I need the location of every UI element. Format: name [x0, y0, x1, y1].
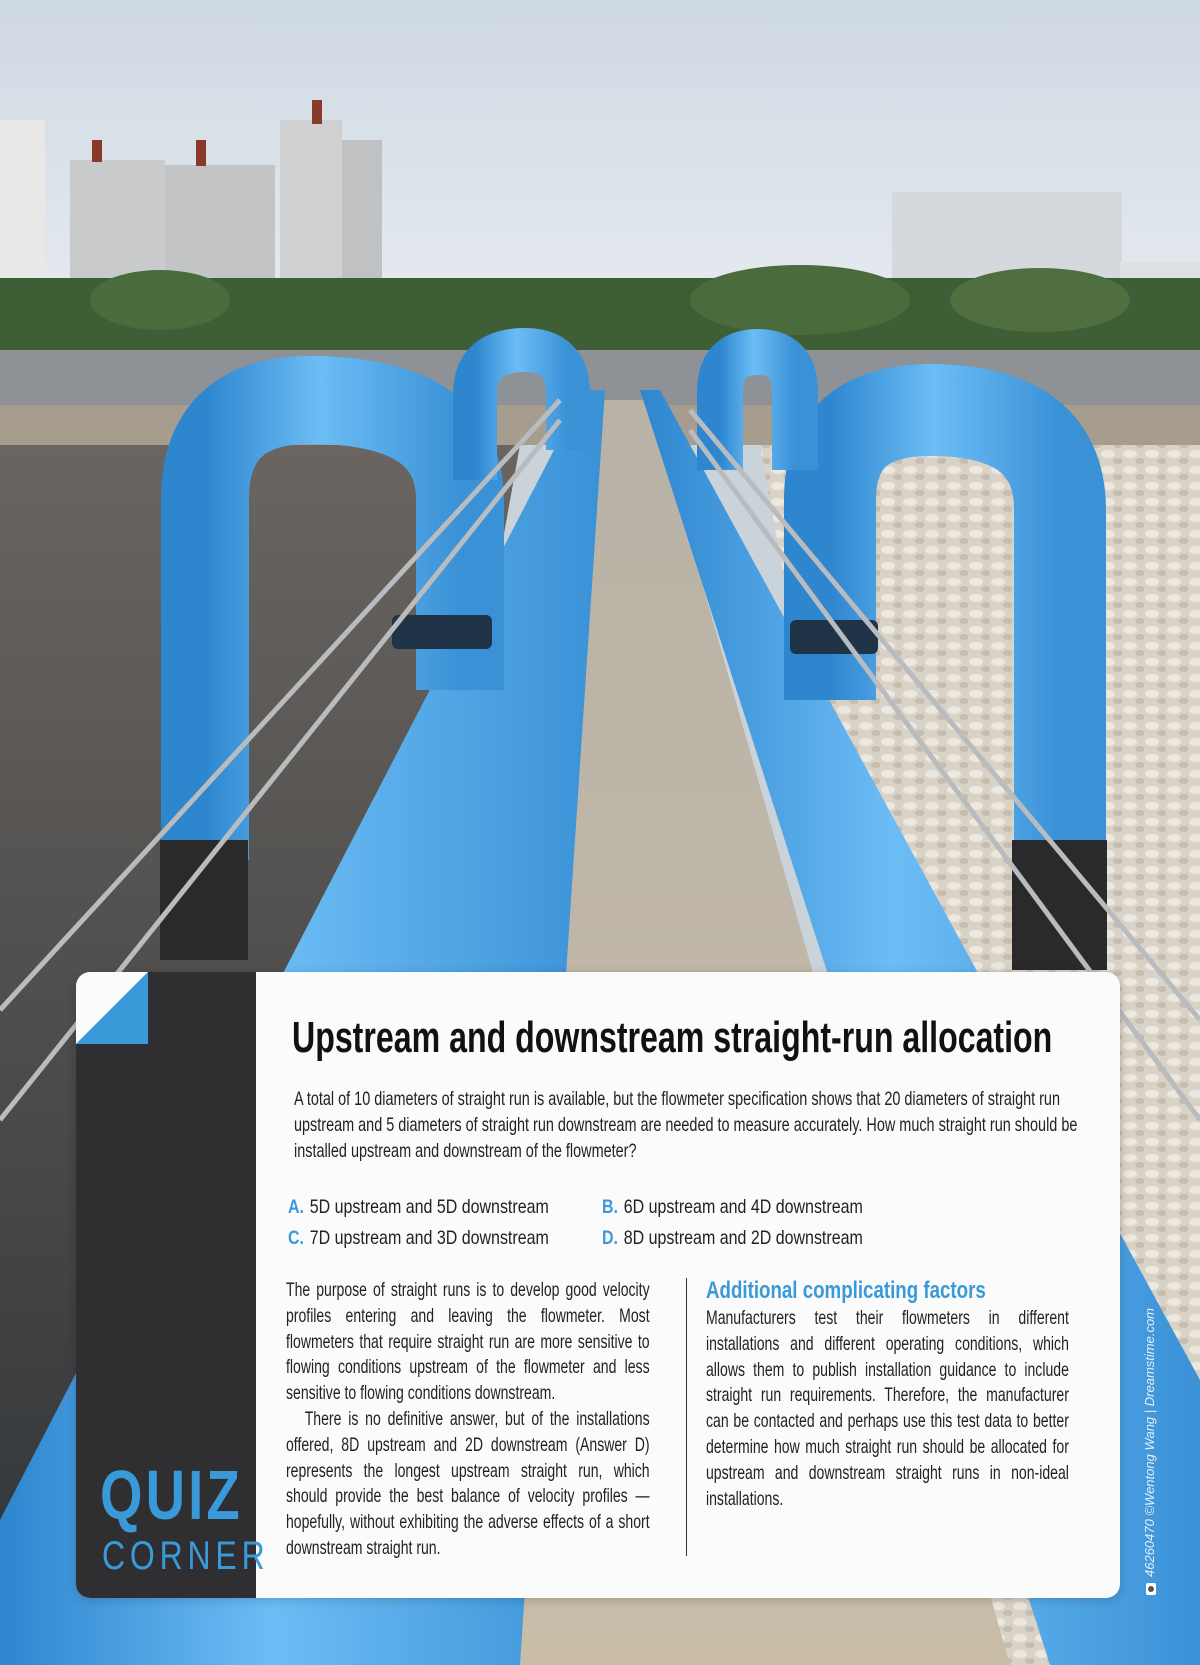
page-fold-icon: [76, 972, 148, 1044]
option-letter: B.: [602, 1196, 618, 1218]
option-letter: A.: [288, 1196, 304, 1218]
option-letter: D.: [602, 1227, 618, 1249]
question-text: A total of 10 diameters of straight run is available, but the flowmeter specification shows that 20 diameters of straight run upstream and 5 diameters of straight run downstream are needed to measure accurately. How much straight run should be installed upstream and downstream of the flowmeter?: [294, 1088, 1078, 1162]
quiz-content: [256, 972, 1120, 1598]
page-title: Upstream and downstream straight-run allocation: [292, 1013, 1053, 1062]
option-d: [602, 1227, 863, 1250]
option-letter: C.: [288, 1227, 304, 1249]
option-text: 8D upstream and 2D downstream: [623, 1227, 863, 1249]
corner-label: CORNER: [102, 1534, 270, 1578]
quiz-sidebar: [76, 972, 270, 1598]
answer-paragraph: The purpose of straight runs is to develop good velocity profiles entering and leaving the flowmeter. Most flowmeters that require straight run are more sensitive to flowing conditions upstream of the flowmeter and less sensitive to flowing conditions downstream.: [286, 1279, 650, 1405]
option-text: 7D upstream and 3D downstream: [309, 1227, 549, 1249]
sidebar-body: Manufacturers test their flowmeters in different installations and different operating conditions, which allows them to publish installation guidance to include straight run requirements. Therefore, the manufacturer can be contacted and perhaps use this test data to better determine how much straight run should be allocated for upstream and downstream straight runs in non-ideal installations.: [706, 1307, 1069, 1510]
option-b: [602, 1196, 863, 1219]
option-text: 5D upstream and 5D downstream: [309, 1196, 549, 1218]
sidebar-heading: Additional complicating factors: [706, 1277, 986, 1304]
column-divider: [686, 1278, 687, 1556]
quiz-card: [76, 972, 1120, 1598]
camera-icon: [1146, 1583, 1156, 1595]
option-c: [288, 1227, 549, 1250]
option-a: [288, 1196, 549, 1219]
photo-credit: 46260470 ©Wentong Wang | Dreamstime.com: [1142, 1308, 1157, 1595]
quiz-label: QUIZ: [100, 1456, 243, 1534]
answer-paragraph: There is no definitive answer, but of the installations offered, 8D upstream and 2D downstream (Answer D) represents the longest upstream straight run, which should provide the best balance of velocity profiles — hopefully, without exhibiting the adverse effects of a short downstream straight run.: [286, 1407, 650, 1559]
option-text: 6D upstream and 4D downstream: [623, 1196, 863, 1218]
answer-column: [286, 1278, 650, 1562]
